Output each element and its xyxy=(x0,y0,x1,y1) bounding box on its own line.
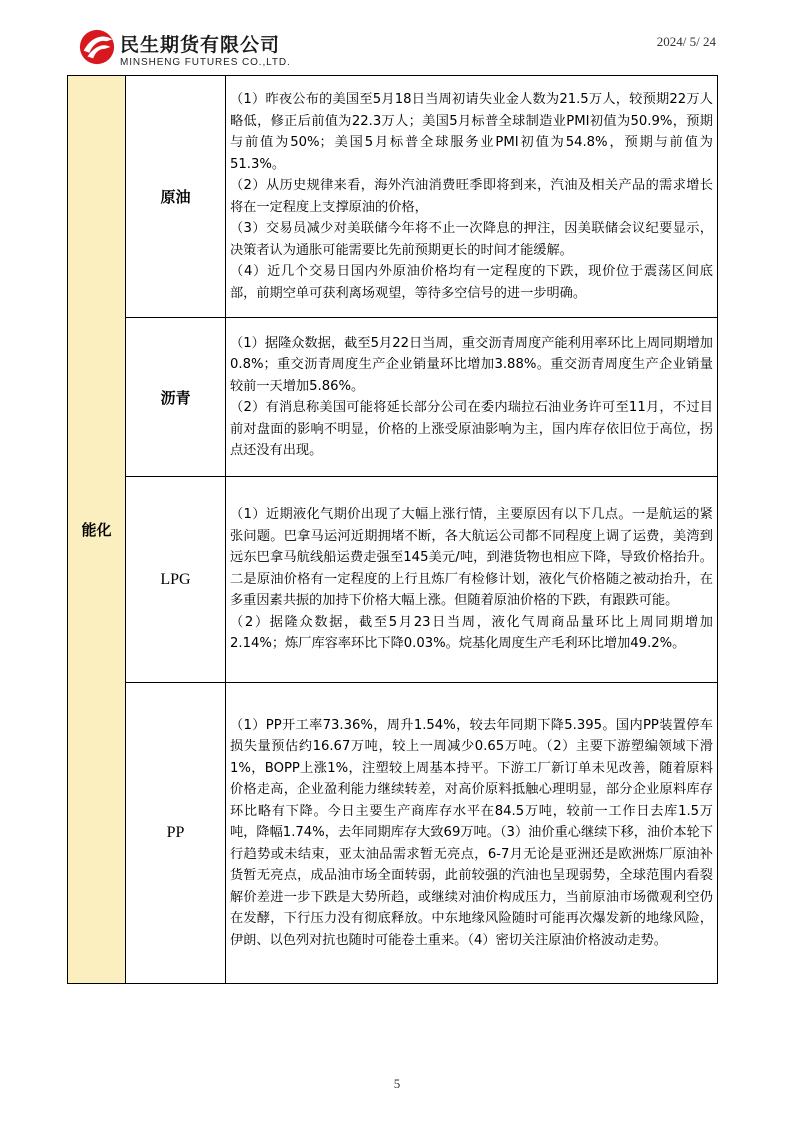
analysis-paragraph: （2）有消息称美国可能将延长部分公司在委内瑞拉石油业务许可至11月，不过目前对盘面的影响不明显，价格的上涨受原油影响为主，国内库存依旧位于高位，拐点还没有出现。 xyxy=(230,400,713,458)
page-header xyxy=(0,0,794,72)
table-row xyxy=(68,477,718,683)
commodity-analysis xyxy=(226,477,718,683)
commodity-analysis xyxy=(226,76,718,318)
page-number: 5 xyxy=(393,1076,401,1091)
table-row xyxy=(68,683,718,984)
report-date: 2024/ 5/ 24 xyxy=(656,34,716,49)
commodity-name: PP xyxy=(126,683,226,984)
brand-name-cn: 民生期货有限公司 xyxy=(120,34,281,56)
analysis-paragraph: （1）据隆众数据，截至5月22日当周，重交沥青周度产能利用率环比上周同期增加0.8%；重交沥青周度生产企业销量环比增加3.88%。重交沥青周度生产企业销量较前一天增加5.86%。 xyxy=(230,335,713,394)
commodity-analysis xyxy=(226,318,718,477)
brand-name-en: MINSHENG FUTURES CO.,LTD. xyxy=(120,57,291,68)
commodity-name: LPG xyxy=(126,477,226,683)
analysis-paragraph: （4）近几个交易日国内外原油价格均有一定程度的下跌，现价位于震荡区间底部，前期空单可获利离场观望，等待多空信号的进一步明确。 xyxy=(230,264,713,301)
analysis-paragraph: （2）据隆众数据，截至5月23日当周，液化气周商品量环比上周同期增加2.14%；炼厂库容率环比下降0.03%。烷基化周度生产毛利环比增加49.2%。 xyxy=(230,614,713,652)
commodity-name: 沥青 xyxy=(126,318,226,477)
analysis-paragraph: （3）交易员减少对美联储今年将不止一次降息的押注，因美联储会议纪要显示，决策者认为通胀可能需要比先前预期更长的时间才能缓解。 xyxy=(230,221,713,258)
table-row xyxy=(68,76,718,318)
commodity-table xyxy=(67,75,718,984)
table-row xyxy=(68,318,718,477)
analysis-paragraph: （1）近期液化气期价出现了大幅上涨行情，主要原因有以下几点。一是航运的紧张问题。巴拿马运河近期拥堵不断，各大航运公司都不同程度上调了运费，美湾到远东巴拿马航线船运费走强至145美元/吨，到港货物也相应下降，导致价格抬升。二是原油价格有一定程度的上行且炼厂有检修计划，液化气价格随之被动抬升，在多重因素共振的加持下价格大幅上涨。但随着原油价格的下跌，有跟跌可能。 xyxy=(230,507,713,609)
commodity-analysis xyxy=(226,683,718,984)
analysis-paragraph: （1）昨夜公布的美国至5月18日当周初请失业金人数为21.5万人，较预期22万人略低，修正后前值为22.3万人；美国5月标普全球制造业PMI初值为50.9%，预期与前值为50%；美国5月标普全球服务业PMI初值为54.8%，预期与前值为51.3%。 xyxy=(230,92,713,172)
minsheng-logo-icon xyxy=(78,28,116,66)
analysis-paragraph: （2）从历史规律来看，海外汽油消费旺季即将到来，汽油及相关产品的需求增长将在一定程度上支撑原油的价格， xyxy=(230,178,713,215)
category-cell: 能化 xyxy=(68,76,126,984)
analysis-paragraph: （1）PP开工率73.36%，周升1.54%，较去年同期下降5.395。国内PP装置停车损失量预估约16.67万吨，较上一周减少0.65万吨。（2）主要下游塑编领域下滑1%，BOPP上涨1%，注塑较上周基本持平。下游工厂新订单未见改善，随着原料价格走高，企业盈利能力继续转差，对高价原料抵触心理明显，部分企业原料库存环比略有下降。今日主要生产商库存水平在84.5万吨，较前一工作日去库1.5万吨，降幅1.74%，去年同期库存大致69万吨。（3）油价重心继续下移，油价本轮下行趋势或未结束，亚太油品需求暂无亮点，6-7月无论是亚洲还是欧洲炼厂原油补货暂无亮点，成品油市场全面转弱，此前较强的汽油也呈现弱势，全球范围内看裂解价差进一步下跌是大势所趋，或继续对油价构成压力，当前原油市场微观利空仍在发酵，下行压力没有彻底释放。中东地缘风险随时可能再次爆发新的地缘风险，伊朗、以色列对抗也随时可能卷土重来。（4）密切关注原油价格波动走势。 xyxy=(230,717,713,948)
commodity-name: 原油 xyxy=(126,76,226,318)
